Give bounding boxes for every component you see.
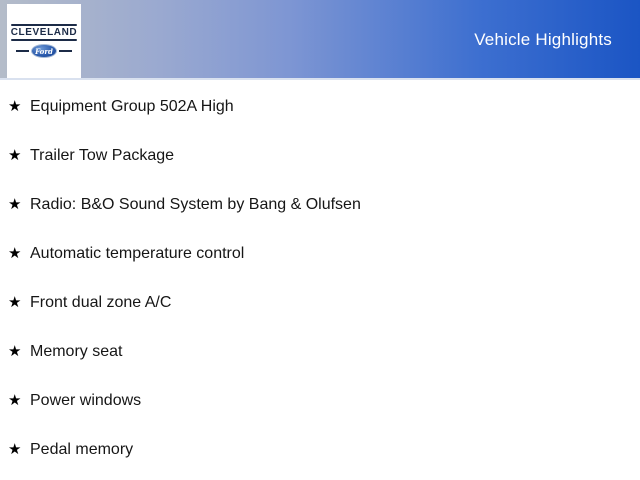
dealer-name: CLEVELAND <box>10 26 78 38</box>
highlight-label: Trailer Tow Package <box>30 146 175 164</box>
logo-flourish-left <box>16 50 29 52</box>
star-icon: ★ <box>8 196 22 213</box>
star-icon: ★ <box>8 98 22 115</box>
highlight-item <box>0 425 640 474</box>
page-title: Vehicle Highlights <box>474 30 612 49</box>
highlight-label: Power windows <box>30 391 142 409</box>
highlight-label: Pedal memory <box>30 440 134 458</box>
header-banner <box>0 0 640 80</box>
star-icon: ★ <box>8 343 22 360</box>
highlight-item <box>0 180 640 229</box>
highlight-item <box>0 229 640 278</box>
star-icon: ★ <box>8 294 22 311</box>
star-icon: ★ <box>8 392 22 409</box>
highlight-label: Front dual zone A/C <box>30 293 172 311</box>
ford-oval-icon: Ford <box>31 44 57 58</box>
highlights-list <box>0 80 640 474</box>
highlight-item <box>0 131 640 180</box>
highlight-label: Memory seat <box>30 342 123 360</box>
logo-flourish-right <box>59 50 72 52</box>
highlight-item <box>0 82 640 131</box>
star-icon: ★ <box>8 147 22 164</box>
star-icon: ★ <box>8 245 22 262</box>
highlight-label: Automatic temperature control <box>30 244 245 262</box>
highlight-item <box>0 376 640 425</box>
ford-logo-row <box>16 44 72 58</box>
highlight-label: Radio: B&O Sound System by Bang & Olufsen <box>30 195 361 213</box>
logo-rule-top <box>11 24 77 26</box>
logo-rule-bottom <box>11 39 77 41</box>
highlight-item <box>0 278 640 327</box>
highlight-item <box>0 327 640 376</box>
dealer-logo <box>7 4 81 78</box>
highlight-label: Equipment Group 502A High <box>30 97 234 115</box>
star-icon: ★ <box>8 441 22 458</box>
